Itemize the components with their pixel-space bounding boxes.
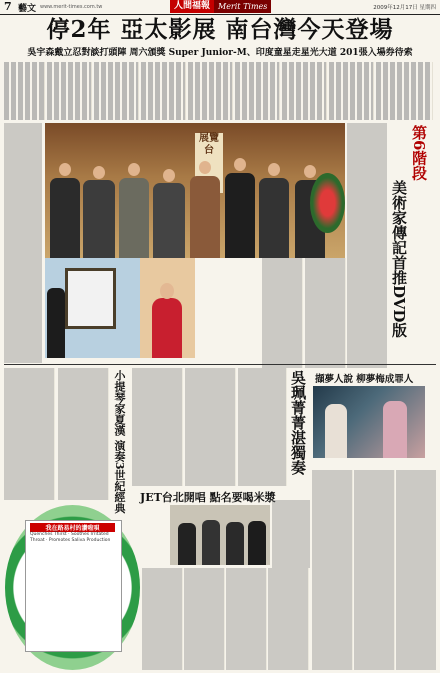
jet-story-side-text: [272, 500, 310, 568]
brand-logo-cn: 人間福報: [170, 0, 214, 13]
masthead: [0, 0, 440, 15]
actress-story-heading: 吳珮菁菁湛獨奏: [289, 370, 307, 475]
art-story-body-right: [347, 123, 387, 368]
violin-story-heading: 小提琴家夏漢 演奏3世紀經典: [113, 370, 126, 514]
speaker-photo: [140, 258, 195, 358]
flower-bouquet-icon: [310, 173, 345, 233]
main-headline: 停2年 亞太影展 南台灣今天登場: [46, 16, 394, 43]
jet-story-title: JET台北開唱 點名要喝米漿: [140, 491, 276, 504]
opera-story-body: [312, 470, 436, 670]
lower-left-article-body: [4, 368, 110, 500]
site-url[interactable]: www.merit-times.com.tw: [40, 4, 103, 10]
painting-photo: [45, 258, 140, 358]
artists-group-photo: [45, 123, 345, 258]
issue-date: 2009年12月17日 星期四: [373, 5, 436, 11]
inset-caption-marker: [200, 262, 260, 357]
section-name: 藝文: [18, 4, 37, 14]
main-photo-caption-marker: [22, 140, 42, 250]
opera-story-title: 擷夢人說 柳夢梅成罪人: [315, 374, 414, 385]
exhibit-sign: 展覽台: [195, 133, 223, 193]
jet-band-photo: [170, 505, 270, 565]
section-divider: [4, 364, 436, 365]
violin-story-body: [132, 368, 287, 486]
lead-article-body: [4, 62, 434, 120]
art-story-heading-prefix: 第6階段: [410, 125, 428, 181]
main-subhead: 吳宇森戴立忍對談打頭陣 周六頒獎 Super Junior-M、印度童星走星光大道 201張入場券待索: [27, 48, 413, 58]
art-story-heading: 美術家傳記首推DVD版: [390, 180, 408, 338]
page-number: 7: [4, 0, 12, 13]
jet-story-body: [142, 568, 310, 670]
opera-photo: [313, 386, 425, 458]
ad-ring-text: Quenches Thirst · Soothes Irritated Throat · Promotes Saliva Production: [30, 532, 111, 543]
brand-logo-en: Merit Times: [214, 0, 271, 13]
ad-title: 我在路易村的讚啦唄: [30, 523, 115, 532]
art-story-body-lower: [262, 258, 346, 368]
